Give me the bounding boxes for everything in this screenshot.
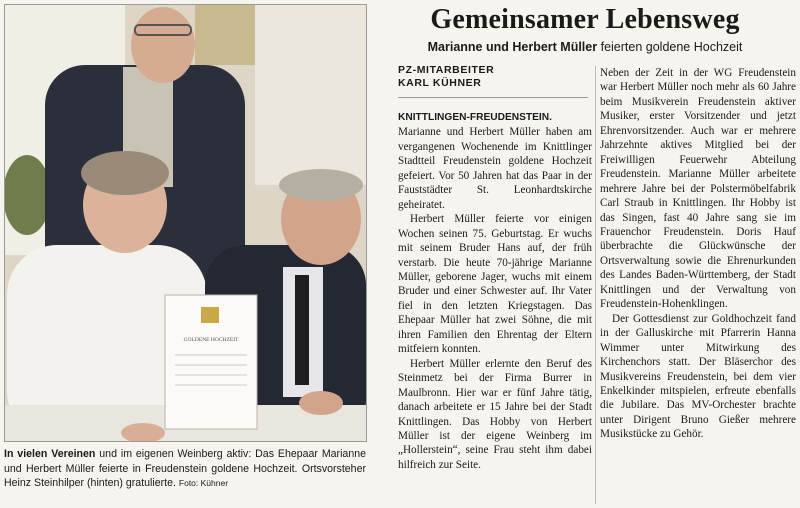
- paragraph-4: Neben der Zeit in der WG Freudenstein war Herbert Müller noch mehr als 60 Jahre beim Musikverein Freudenstein aktiver Musiker, erster Vorsitzender und jetzt Ehrenvorsitzender. Auch war er mehrere Jahrzehnte aktives Mitglied bei der Freiwilligen Feuerwehr Abteilung Freudenstein. Marianne Müller arbeitete mehrere Jahre bei der Polstermöbelfabrik Carl Straub in Knittlingen. Ihr Hobby ist das Singen, fast 40 Jahre sang sie im Frauenchor Freudenstein. Doris Hauf überbrachte die Glückwünsche der Ortsverwaltung sowie die Ehrenurkunden des Landes Baden-Württemberg, der Stadt Knittlingen und der Verwaltung von Freudenstein-Hohenklingen.: [600, 67, 796, 311]
- caption-lead: In vielen Vereinen: [4, 448, 96, 460]
- byline: [398, 64, 588, 90]
- article-subhead: [374, 40, 796, 54]
- photo-caption: [4, 447, 366, 491]
- byline-divider: [398, 97, 588, 98]
- article-headline: Gemeinsamer Lebensweg: [430, 4, 740, 35]
- article-column-2: [600, 66, 796, 442]
- paragraph-1: KNITTLINGEN-FREUDENSTEIN. Marianne und Herbert Müller haben am vergangenen Wochenende im Knittlinger Stadtteil Freudenstein goldene Hochzeit gefeiert. Vor 50 Jahren hat das Paar in der Fauststädter St. Leonhardtskirche geheiratet.: [398, 112, 592, 211]
- couple-photo-illustration: [5, 5, 366, 441]
- dateline: KNITTLINGEN-FREUDENSTEIN.: [398, 112, 552, 123]
- subhead-rest: feierten goldene Hochzeit: [600, 40, 743, 54]
- article-column-1: [398, 110, 592, 472]
- paragraph-3: Herbert Müller erlernte den Beruf des Steinmetz bei der Firma Burrer in Maulbronn. Hier war er fünf Jahre tätig, danach arbeitete er 15 Jahre bei der Stadt Knittlingen. Das Hobby von Herbert Müller ist der eigene Weinberg im „Hollerstein“, seine Frau steht ihm dabei hilfreich zur Seite.: [398, 357, 592, 471]
- byline-role: PZ-MITARBEITER: [398, 64, 495, 76]
- caption-text: und im eigenen Weinberg aktiv: Das Ehepaar Marianne und Herbert Müller feierte in Freudenstein goldene Hochzeit. Ortsvorsteher Heinz Steinhilper (hinten) gratulierte.: [4, 448, 366, 489]
- certificate-title: GOLDENE HOCHZEIT: [183, 337, 239, 343]
- byline-author: KARL KÜHNER: [398, 77, 482, 89]
- column-divider: [595, 66, 596, 504]
- photo-credit: Foto: Kühner: [178, 478, 229, 488]
- subhead-names: Marianne und Herbert Müller: [427, 40, 598, 54]
- paragraph-5: Der Gottesdienst zur Goldhochzeit fand in der Galluskirche mit Pfarrerin Hanna Wimmer unter Mitwirkung des Kirchenchors statt. Der Bläserchor des Musikvereins Freudenstein, bei dem vier Enkelkinder mitspielen, erfreute ebenfalls die Jubilare. Das MV-Orchester brachte unter Dirigent Bruno Gießer mehrere Musikstücke zu Gehör.: [600, 312, 796, 441]
- paragraph-2: Herbert Müller feierte vor einigen Wochen seinen 75. Geburtstag. Er wuchs mit seinem Bruder Hans auf, der früh verstarb. Die heute 70-jährige Marianne Müller, geborene Jager, wuchs mit einem Bruder und einer Schwester auf. Ihr Vater fiel in den letzten Kriegstagen. Das Ehepaar Müller hat zwei Söhne, die mit ihren Familien den Ehrentag der Eltern mitfeiern konnten.: [398, 213, 592, 356]
- article-photo: [4, 4, 367, 442]
